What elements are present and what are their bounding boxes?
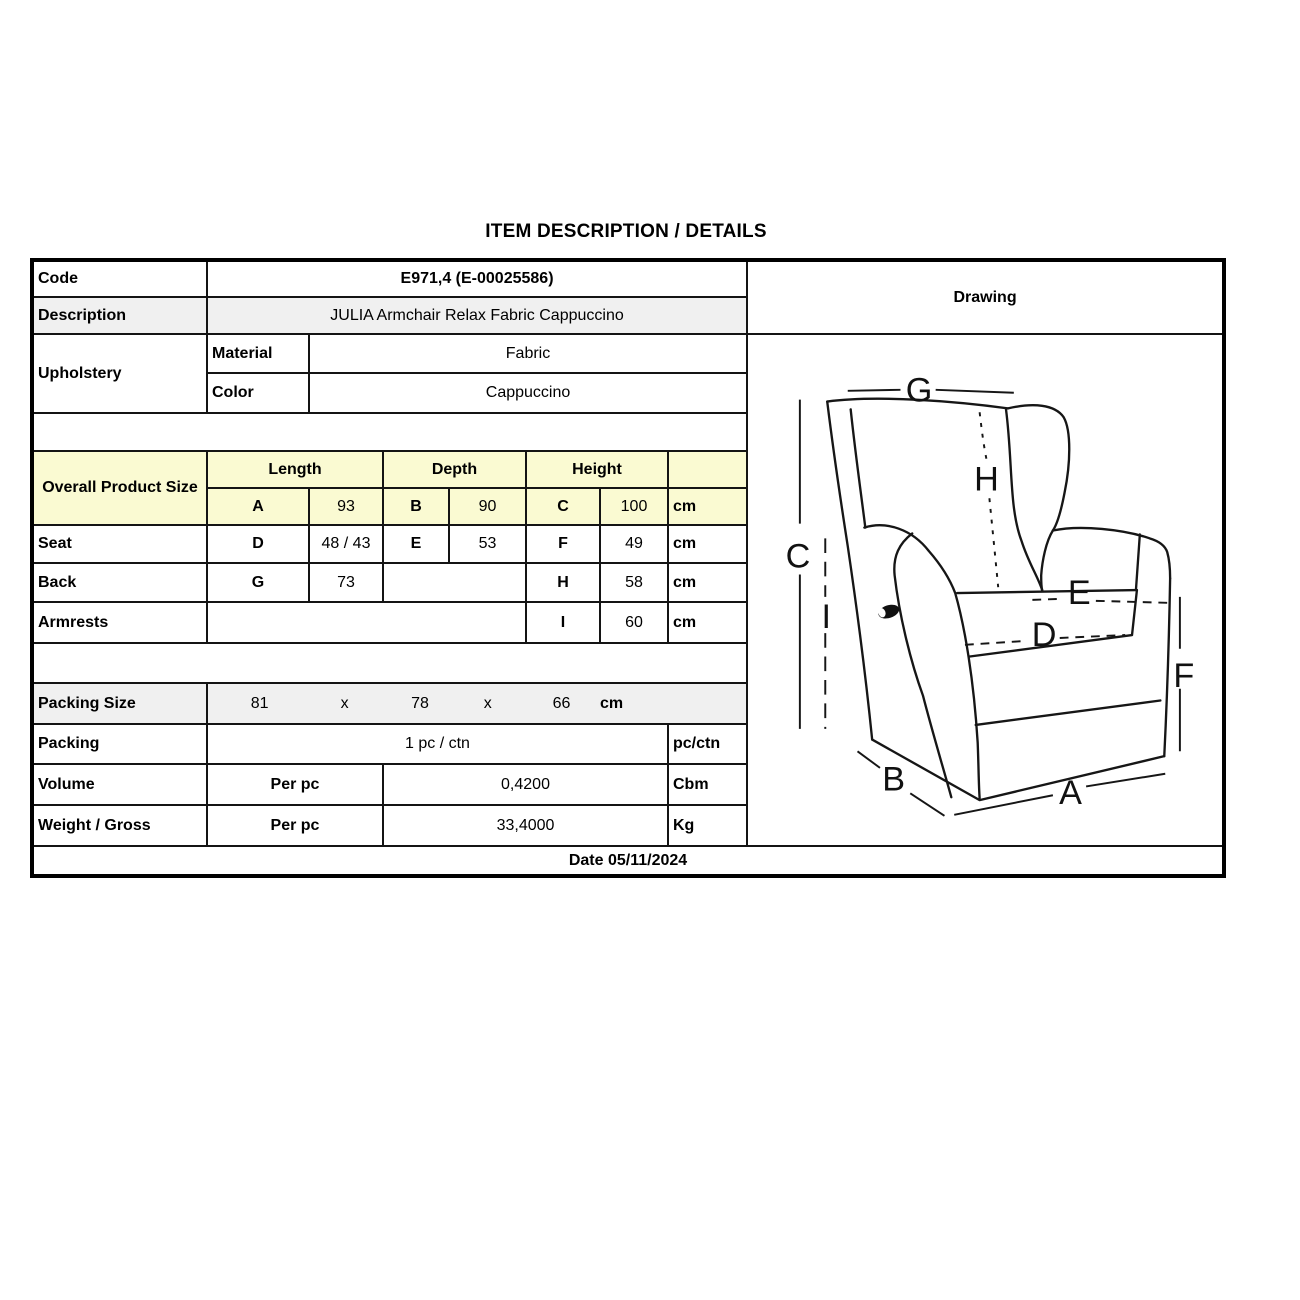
weight-unit: Kg [668, 805, 747, 846]
chair-right-arm-front [1136, 534, 1140, 590]
packing-size-value [207, 683, 747, 724]
weight-value: 33,4000 [383, 805, 668, 846]
packing-size-v2: 78 [411, 694, 429, 712]
dim-label-e: E [1067, 573, 1091, 612]
chair-base-seam [976, 700, 1161, 724]
spacer-row [32, 643, 747, 683]
seat-unit: cm [668, 525, 747, 563]
volume-unit: Cbm [668, 764, 747, 805]
packing-size-x2: x [483, 694, 492, 712]
chair-left-arm-inner [864, 525, 979, 798]
chair-right-arm-top [1053, 528, 1170, 578]
seat-length-value: 48 / 43 [309, 525, 383, 563]
back-length-key: G [207, 563, 309, 602]
back-height-key: H [526, 563, 600, 602]
chair-right-wing-outer [1008, 405, 1069, 530]
color-label: Color [207, 373, 309, 413]
armrests-height-key: I [526, 602, 600, 643]
weight-label: Weight / Gross [32, 805, 207, 846]
armchair-drawing [752, 340, 1218, 840]
back-unit: cm [668, 563, 747, 602]
chair-inner-back-right [1006, 409, 1042, 590]
volume-per: Per pc [207, 764, 383, 805]
overall-size-label: Overall Product Size [32, 451, 207, 525]
chair-base-bottom-edge [872, 739, 1164, 800]
packing-unit: pc/ctn [668, 724, 747, 764]
material-label: Material [207, 334, 309, 373]
overall-length-value: 93 [309, 488, 383, 525]
overall-depth-key: B [383, 488, 449, 525]
overall-height-value: 100 [600, 488, 668, 525]
packing-size-v3: 66 [552, 694, 571, 712]
color-value: Cappuccino [309, 373, 747, 413]
col-header-unit-empty [668, 451, 747, 488]
upholstery-label: Upholstery [32, 334, 207, 413]
recline-button-icon [877, 602, 901, 621]
packing-size-x1: x [340, 694, 349, 712]
packing-size-unit: cm [599, 694, 624, 712]
overall-length-key: A [207, 488, 309, 525]
seat-label: Seat [32, 525, 207, 563]
packing-size-v1: 81 [250, 694, 269, 712]
weight-per: Per pc [207, 805, 383, 846]
chair-left-band-inner [851, 409, 866, 527]
seat-depth-key: E [383, 525, 449, 563]
chair-right-wing-inner [1041, 530, 1053, 590]
packing-label: Packing [32, 724, 207, 764]
armrests-height-value: 60 [600, 602, 668, 643]
chair-left-silhouette [827, 401, 872, 739]
drawing-panel [747, 334, 1224, 846]
packing-value: 1 pc / ctn [207, 724, 668, 764]
volume-value: 0,4200 [383, 764, 668, 805]
seat-length-key: D [207, 525, 309, 563]
armrests-label: Armrests [32, 602, 207, 643]
spec-table [30, 258, 1226, 878]
code-value: E971,4 (E-00025586) [207, 260, 747, 297]
dim-label-a: A [1059, 773, 1082, 812]
seat-height-value: 49 [600, 525, 668, 563]
chair-right-side-edge [1164, 578, 1170, 756]
dim-line-h [980, 412, 999, 587]
dim-label-b: B [882, 760, 906, 799]
col-header-height: Height [526, 451, 668, 488]
seat-depth-value: 53 [449, 525, 526, 563]
back-length-value: 73 [309, 563, 383, 602]
dim-label-g: G [905, 371, 933, 410]
back-height-value: 58 [600, 563, 668, 602]
dim-label-f: F [1173, 656, 1195, 695]
page-title: ITEM DESCRIPTION / DETAILS [485, 221, 767, 242]
armrests-unit: cm [668, 602, 747, 643]
back-label: Back [32, 563, 207, 602]
packing-size-label: Packing Size [32, 683, 207, 724]
armrests-empty [207, 602, 526, 643]
code-label: Code [32, 260, 207, 297]
col-header-depth: Depth [383, 451, 526, 488]
seat-height-key: F [526, 525, 600, 563]
volume-label: Volume [32, 764, 207, 805]
overall-height-key: C [526, 488, 600, 525]
col-header-length: Length [207, 451, 383, 488]
overall-depth-value: 90 [449, 488, 526, 525]
description-label: Description [32, 297, 207, 334]
description-value: JULIA Armchair Relax Fabric Cappuccino [207, 297, 747, 334]
dim-label-d: D [1031, 615, 1057, 654]
drawing-panel-title: Drawing [747, 260, 1224, 334]
overall-unit: cm [668, 488, 747, 525]
date-row: Date 05/11/2024 [32, 846, 1224, 876]
material-value: Fabric [309, 334, 747, 373]
dim-label-c: C [785, 537, 811, 576]
spacer-row [32, 413, 747, 451]
dim-label-i: I [821, 598, 832, 637]
back-depth-empty [383, 563, 526, 602]
dim-line-e [1032, 599, 1167, 603]
chair-seat-top-edge [957, 590, 1137, 593]
dim-label-h: H [974, 460, 999, 499]
